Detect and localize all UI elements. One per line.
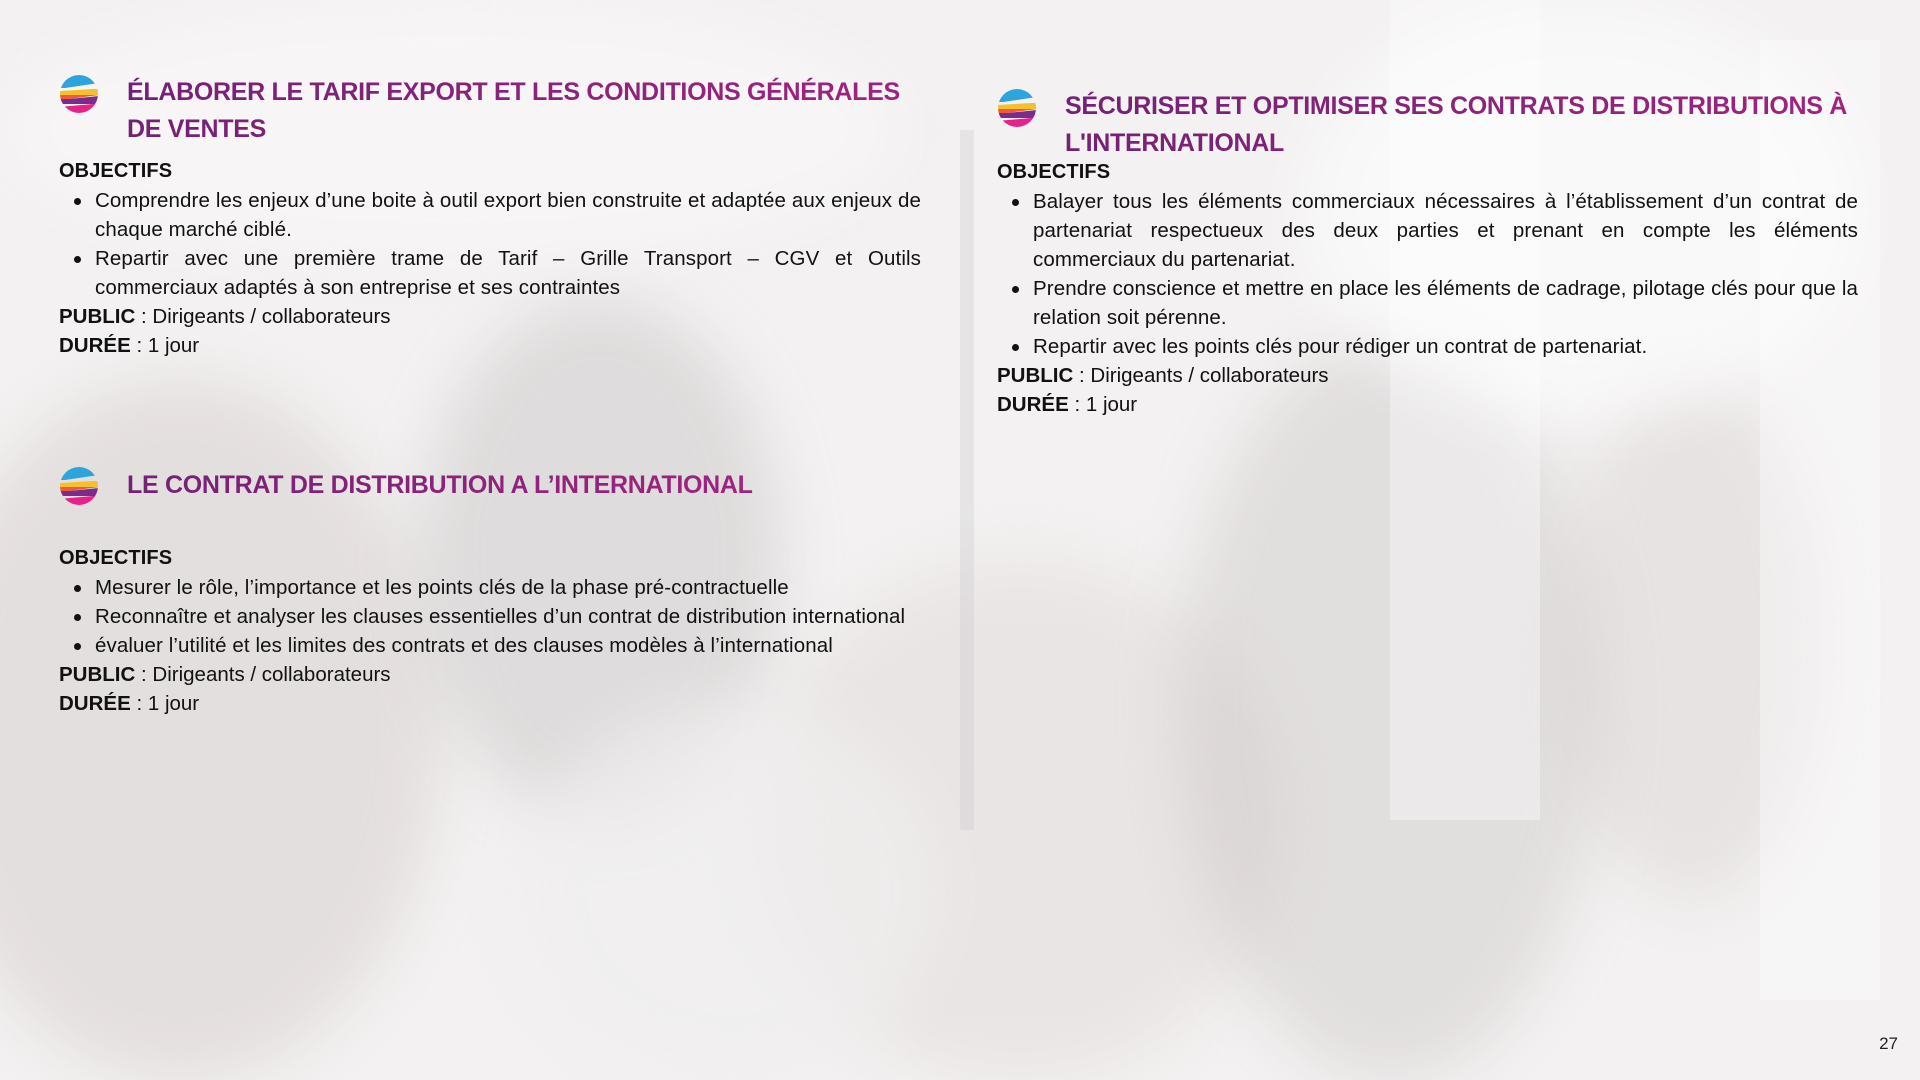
- objective-item: Repartir avec les points clés pour rédiger un contrat de partenariat.: [997, 332, 1858, 361]
- objectives-label: OBJECTIFS: [59, 547, 173, 569]
- page-number: 27: [1879, 1034, 1898, 1053]
- brand-logo-icon: [997, 88, 1037, 128]
- training-section-securiser-contrats: [997, 88, 1858, 419]
- section-header: [59, 466, 921, 506]
- public-label: PUBLIC: [59, 663, 136, 686]
- public-value: : Dirigeants / collaborateurs: [1073, 364, 1329, 387]
- public-label: PUBLIC: [997, 364, 1074, 387]
- public-line: [59, 302, 921, 331]
- brand-logo-icon: [59, 466, 99, 506]
- objective-item: évaluer l’utilité et les limites des contrats et des clauses modèles à l’international: [59, 631, 921, 660]
- training-section-tarif-export: [59, 74, 921, 360]
- section-title: ÉLABORER LE TARIF EXPORT ET LES CONDITIONS GÉNÉRALES DE VENTES: [127, 74, 921, 148]
- section-title: SÉCURISER ET OPTIMISER SES CONTRATS DE DISTRIBUTIONS À L'INTERNATIONAL: [1065, 88, 1858, 162]
- objective-item: Prendre conscience et mettre en place les éléments de cadrage, pilotage clés pour que la relation soit pérenne.: [997, 274, 1858, 332]
- section-header: [997, 88, 1858, 162]
- objective-item: Balayer tous les éléments commerciaux nécessaires à l’établissement d’un contrat de partenariat respectueux des deux parties et prenant en compte les éléments commerciaux du partenariat.: [997, 187, 1858, 274]
- training-section-contrat-distribution: [59, 466, 921, 718]
- objectives-list: [59, 573, 921, 660]
- public-label: PUBLIC: [59, 305, 136, 328]
- section-title: LE CONTRAT DE DISTRIBUTION A L’INTERNATIONAL: [127, 467, 753, 504]
- public-value: : Dirigeants / collaborateurs: [135, 305, 391, 328]
- duration-line: [997, 390, 1858, 419]
- duration-value: : 1 jour: [1068, 393, 1138, 416]
- duration-value: : 1 jour: [130, 692, 200, 715]
- public-line: [997, 361, 1858, 390]
- public-line: [59, 660, 921, 689]
- objective-item: Repartir avec une première trame de Tarif – Grille Transport – CGV et Outils commerciaux adaptés à son entreprise et ses contraintes: [59, 244, 921, 302]
- duration-label: DURÉE: [59, 692, 131, 715]
- duration-line: [59, 331, 921, 360]
- objectives-list: [997, 187, 1858, 361]
- objectives-label: OBJECTIFS: [59, 160, 173, 182]
- section-header: [59, 74, 921, 148]
- duration-label: DURÉE: [59, 334, 131, 357]
- duration-label: DURÉE: [997, 393, 1069, 416]
- duration-line: [59, 689, 921, 718]
- duration-value: : 1 jour: [130, 334, 200, 357]
- objective-item: Comprendre les enjeux d’une boite à outil export bien construite et adaptée aux enjeux de chaque marché ciblé.: [59, 186, 921, 244]
- objectives-label: OBJECTIFS: [997, 161, 1111, 183]
- objective-item: Reconnaître et analyser les clauses essentielles d’un contrat de distribution international: [59, 602, 921, 631]
- public-value: : Dirigeants / collaborateurs: [135, 663, 391, 686]
- objective-item: Mesurer le rôle, l’importance et les points clés de la phase pré-contractuelle: [59, 573, 921, 602]
- objectives-list: [59, 186, 921, 302]
- brand-logo-icon: [59, 74, 99, 114]
